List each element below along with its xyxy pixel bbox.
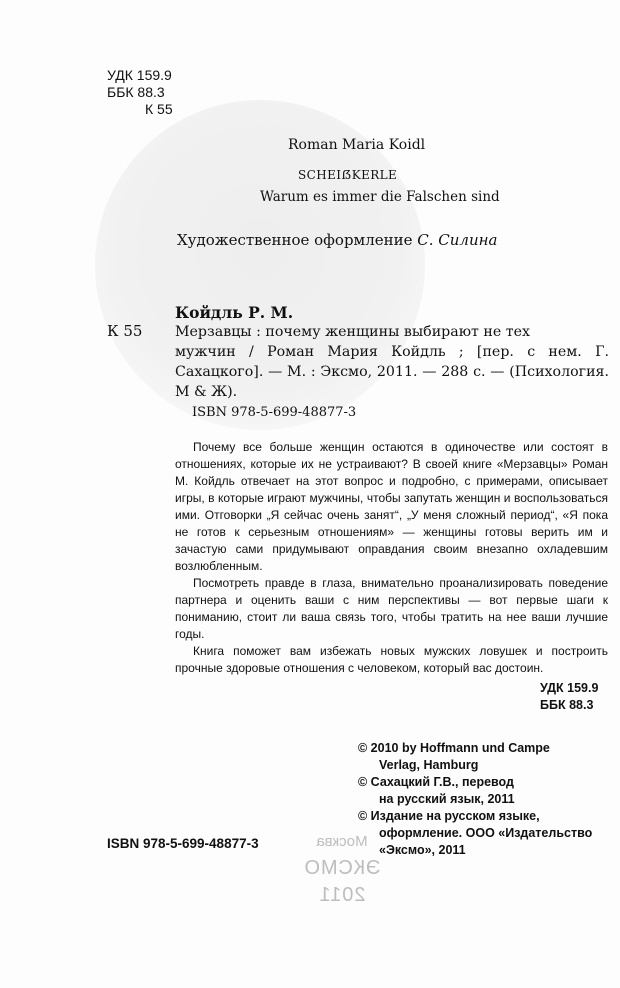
bibliographic-record bbox=[175, 322, 609, 402]
show-through-stamp bbox=[297, 828, 387, 909]
isbn-bottom: ISBN 978-5-699-48877-3 bbox=[107, 836, 259, 851]
bbk-code-right: ББК 88.3 bbox=[540, 698, 594, 712]
bbk-code: ББК 88.3 bbox=[107, 84, 165, 100]
copyright-line: © Сахацкий Г.В., перевод bbox=[358, 775, 514, 789]
design-credit-label: Художественное оформление bbox=[177, 231, 413, 249]
copyright-line: © Издание на русском языке, bbox=[358, 809, 540, 823]
annotation-paragraph: Книга поможет вам избежать новых мужских ловушек и построить прочные здоровые отношения с человеком, который вас достоин. bbox=[175, 644, 608, 675]
author-mark: К 55 bbox=[145, 101, 173, 117]
record-isbn: ISBN 978-5-699-48877-3 bbox=[192, 405, 357, 420]
classification-codes-right bbox=[540, 680, 598, 714]
copyright-line: на русский язык, 2011 bbox=[379, 792, 515, 806]
copyright-line: «Эксмо», 2011 bbox=[379, 843, 466, 857]
design-credit-artist: С. Силина bbox=[417, 231, 498, 249]
record-description: мужчин / Роман Мария Койдль ; [пер. с нем. Г. Сахацкого]. — М. : Эксмо, 2011. — 288 с. — (Психология. М & Ж). bbox=[175, 344, 609, 400]
stamp-city: Москва bbox=[316, 833, 368, 850]
classification-block bbox=[107, 67, 173, 118]
original-title: SCHEIẞKERLE bbox=[298, 168, 398, 182]
udk-code-right: УДК 159.9 bbox=[540, 681, 599, 695]
record-title-line: Мерзавцы : почему женщины выбирают не тех bbox=[175, 324, 531, 340]
annotation-paragraph: Почему все больше женщин остаются в одиночестве или состоят в отношениях, которые их не устраивают? В своей книге «Мерзавцы» Роман М. Койдль отвечает на этот вопрос и подробно, с примерами, описывает игры, в которые играют мужчины, чтобы запутать женщин и воспользоваться ими. Отговорки „Я сейчас очень занят“, „У меня сложный период“, «Я пока не готов к серьезным отношениям» — женщины готовы верить им и зачастую сами придумывают оправдания своим внезапно охладевшим возлюбленным. bbox=[175, 440, 608, 573]
original-subtitle: Warum es immer die Falschen sind bbox=[260, 189, 500, 205]
annotation bbox=[175, 439, 608, 677]
annotation-paragraph: Посмотреть правде в глаза, внимательно проанализировать поведение партнера и оценить ваши с ним перспективы — вот первые шаги к пониманию, стоит ли ваша связь того, чтобы тратить на нее ваши лучшие годы. bbox=[175, 576, 608, 641]
copyright-line: © 2010 by Hoffmann und Campe bbox=[358, 741, 550, 755]
original-author: Roman Maria Koidl bbox=[288, 137, 426, 153]
record-mark: К 55 bbox=[107, 322, 143, 340]
udk-code: УДК 159.9 bbox=[107, 67, 172, 83]
design-credit bbox=[177, 231, 497, 249]
stamp-year: 2011 bbox=[318, 884, 366, 906]
stamp-publisher: ЭКСМО bbox=[303, 857, 381, 879]
copyright-line: Verlag, Hamburg bbox=[379, 758, 479, 772]
copyright-block bbox=[358, 740, 592, 859]
record-heading: Койдль Р. М. bbox=[175, 303, 294, 322]
copyright-line: оформление. ООО «Издательство bbox=[379, 826, 593, 840]
